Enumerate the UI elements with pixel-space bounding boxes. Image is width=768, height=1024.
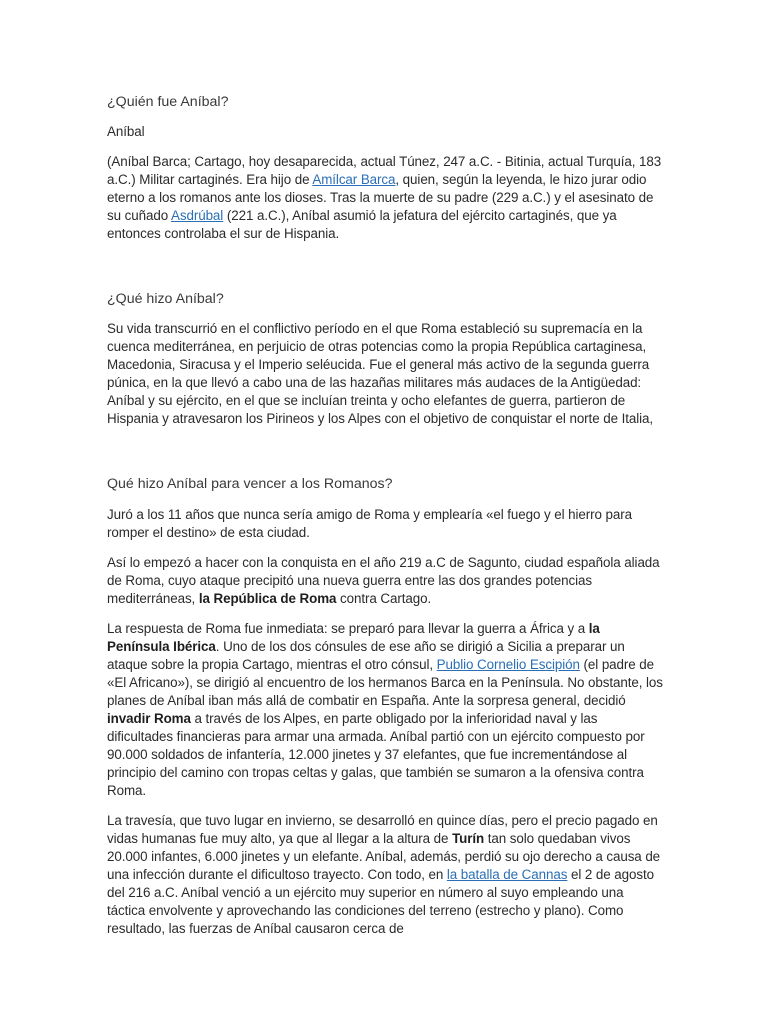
sagunto-paragraph	[107, 554, 663, 608]
section-heading-how: Qué hizo Aníbal para vencer a los Romanos?	[107, 476, 393, 492]
link-asdrubal[interactable]: Asdrúbal	[170, 208, 224, 223]
text-run: (221 a.C.), Aníbal asumió la jefatura del ejército cartaginés, que ya entonces controlaba el sur de Hispania.	[107, 208, 617, 241]
text-run: , quien, según la leyenda, le hizo jurar odio eterno a los romanos ante los dioses. Tras la muerte de su padre (229 a.C.) y el asesinato de su cuñado	[107, 172, 654, 223]
bold-text: la Península Ibérica	[107, 621, 600, 654]
link-publio-cornelio-escipion[interactable]: Publio Cornelio Escipión	[436, 657, 580, 672]
text-run: contra Cartago.	[336, 591, 432, 606]
text-run: (el padre de «El Africano»), se dirigió al encuentro de los hermanos Barca en la Península. No obstante, los planes de Aníbal iban más allá de combatir en España. Ante la sorpresa general, decidió	[107, 657, 663, 708]
text-run: Así lo empezó a hacer con la conquista en el año 219 a.C de Sagunto, ciudad española aliada de Roma, cuyo ataque precipitó una nueva guerra entre las dos grandes potencias mediterráneas,	[107, 555, 660, 606]
text-run: (Aníbal Barca; Cartago, hoy desaparecida, actual Túnez, 247 a.C. - Bitinia, actual Turquía, 183 a.C.) Militar cartaginés. Era hijo de	[107, 154, 662, 187]
bold-text: invadir Roma	[107, 711, 191, 726]
section-heading-who: ¿Quién fue Aníbal?	[107, 94, 229, 110]
crossing-paragraph	[107, 812, 663, 938]
document-body	[107, 93, 663, 938]
section-heading-what: ¿Qué hizo Aníbal?	[107, 291, 224, 307]
person-name: Aníbal	[107, 124, 145, 139]
text-run: La travesía, que tuvo lugar en invierno, se desarrolló en quince días, pero el precio pagado en vidas humanas fue muy alto, ya que al llegar a la altura de	[107, 813, 658, 846]
bold-text: Turín	[452, 831, 485, 846]
text-run: a través de los Alpes, en parte obligado por la inferioridad naval y las dificultades financieras para armar una armada. Aníbal partió con un ejército compuesto por 90.000 soldados de infantería, 12.000 jinetes y 37 elefantes, que fue incrementándose al principio del camino con tropas celtas y galas, que también se sumaron a la ofensiva contra Roma.	[107, 711, 645, 798]
text-run: tan solo quedaban vivos 20.000 infantes, 6.000 jinetes y un elefante. Aníbal, además, perdió su ojo derecho a causa de una infección durante el dificultoso trayecto. Con todo, en	[107, 831, 661, 882]
text-run: . Uno de los dos cónsules de ese año se dirigió a Sicilia a preparar un ataque sobre la propia Cartago, mientras el otro cónsul,	[107, 639, 625, 672]
rome-response-paragraph	[107, 620, 663, 800]
link-batalla-de-cannas[interactable]: la batalla de Cannas	[446, 867, 568, 882]
text-run: La respuesta de Roma fue inmediata: se preparó para llevar la guerra a África y a	[107, 621, 589, 636]
text-run: el 2 de agosto del 216 a.C. Aníbal venció a un ejército muy superior en número al suyo empleando una táctica envolvente y aprovechando las condiciones del terreno (estrecho y plano). Como resultado, las fuerzas de Aníbal causaron cerca de	[107, 867, 655, 936]
deeds-paragraph: Su vida transcurrió en el conflictivo período en el que Roma estableció su supremacía en la cuenca mediterránea, en perjuicio de otras potencias como la propia República cartaginesa, Macedonia, Siracusa y el Imperio seléucida. Fue el general más activo de la segunda guerra púnica, en la que llevó a cabo una de las hazañas militares más audaces de la Antigüedad: Aníbal y su ejército, en el que se incluían treinta y ocho elefantes de guerra, partieron de Hispania y atravesaron los Pirineos y los Alpes con el objetivo de conquistar el norte de Italia,	[107, 321, 654, 426]
bold-text: la República de Roma	[198, 591, 337, 606]
link-amilcar-barca[interactable]: Amílcar Barca	[312, 172, 396, 187]
oath-paragraph: Juró a los 11 años que nunca sería amigo de Roma y emplearía «el fuego y el hierro para romper el destino» de esta ciudad.	[107, 507, 633, 540]
biography-paragraph	[107, 153, 663, 243]
